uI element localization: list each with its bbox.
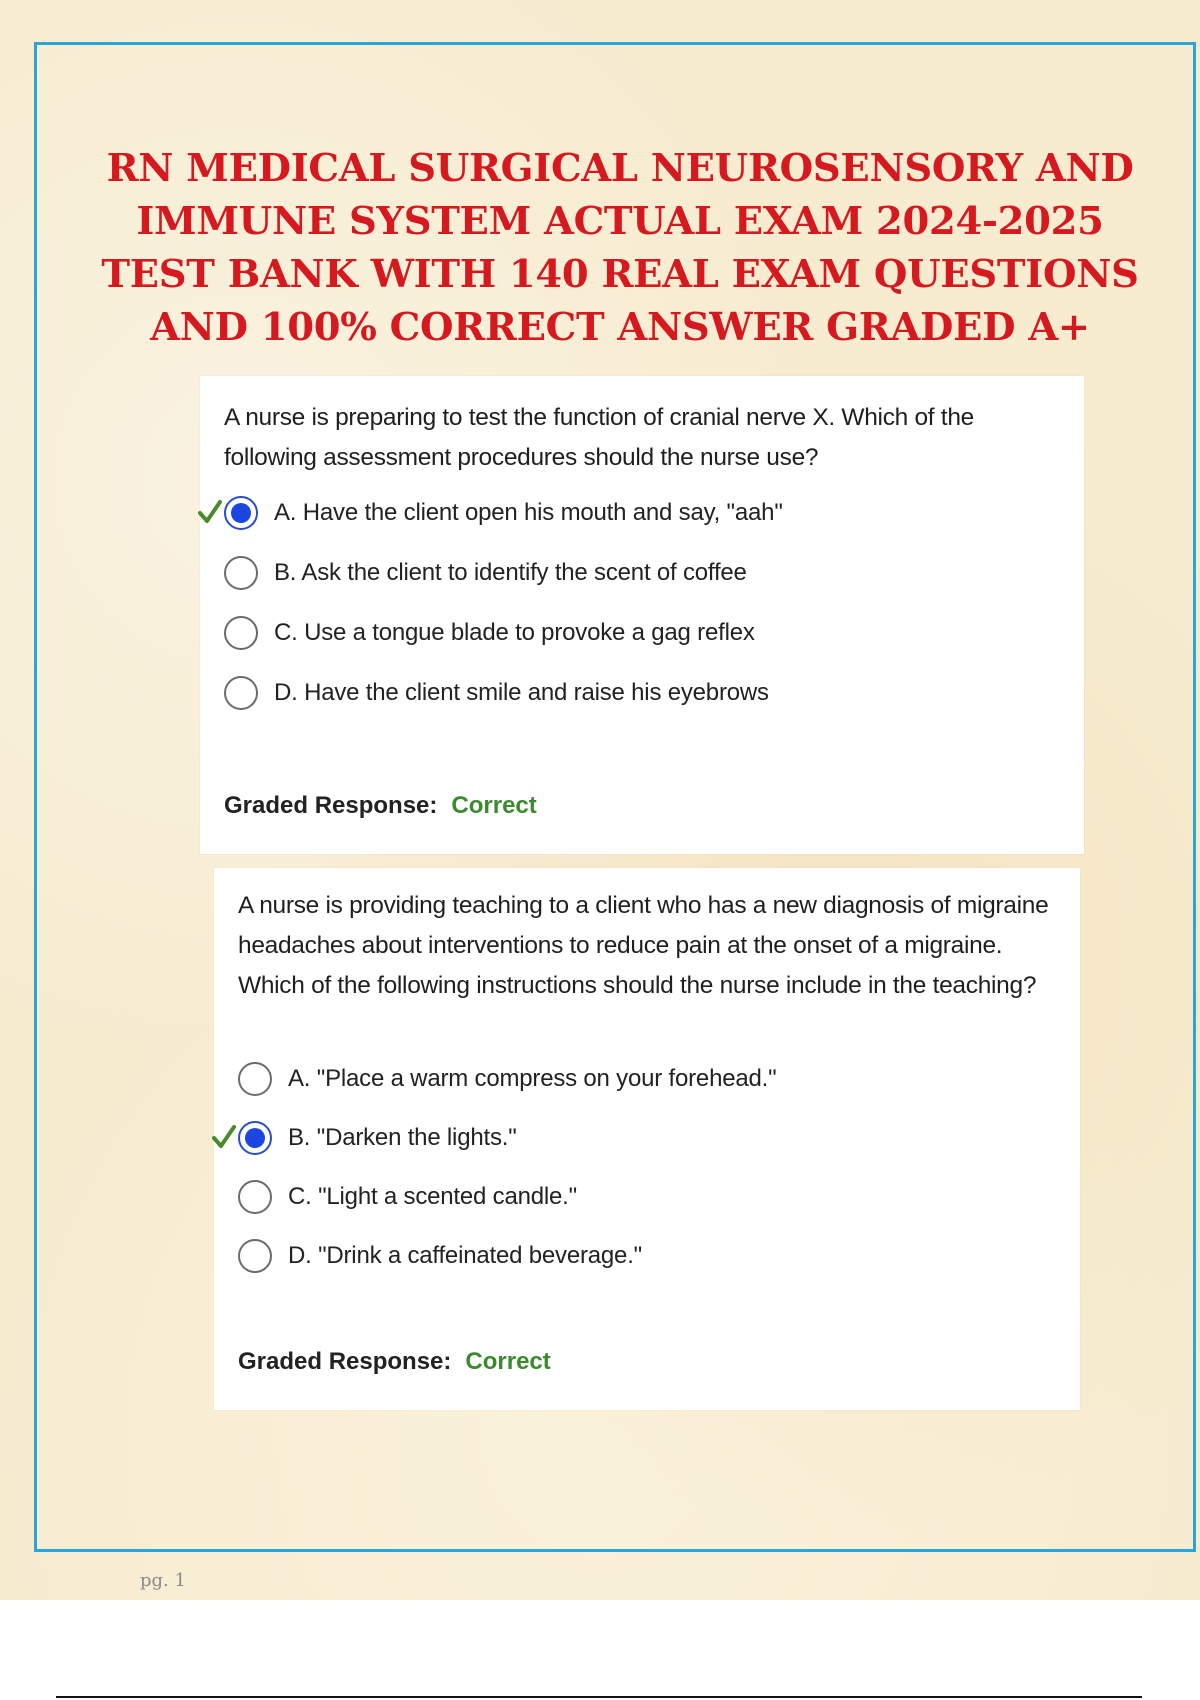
radio-button[interactable] xyxy=(238,1180,272,1214)
radio-button-selected[interactable] xyxy=(224,496,258,530)
graded-response-value: Correct xyxy=(451,792,537,819)
option-label: A. "Place a warm compress on your forehead." xyxy=(288,1065,777,1092)
checkmark-icon xyxy=(198,498,222,526)
graded-response xyxy=(238,1348,551,1376)
option-label: C. Use a tongue blade to provoke a gag reflex xyxy=(274,619,755,646)
graded-response-label: Graded Response: xyxy=(224,792,438,819)
option-label: B. Ask the client to identify the scent of coffee xyxy=(274,559,747,586)
page-number: pg. 1 xyxy=(140,1570,186,1591)
option-label: D. "Drink a caffeinated beverage." xyxy=(288,1242,642,1269)
document-title xyxy=(60,142,1180,354)
radio-button[interactable] xyxy=(238,1239,272,1273)
title-line: IMMUNE SYSTEM ACTUAL EXAM 2024-2025 xyxy=(136,199,1104,244)
question-card-1 xyxy=(200,376,1084,854)
title-line: TEST BANK WITH 140 REAL EXAM QUESTIONS xyxy=(101,252,1139,297)
radio-button[interactable] xyxy=(238,1062,272,1096)
radio-button[interactable] xyxy=(224,616,258,650)
radio-button[interactable] xyxy=(224,676,258,710)
graded-response-value: Correct xyxy=(465,1348,551,1375)
checkmark-icon xyxy=(212,1123,236,1151)
radio-button[interactable] xyxy=(224,556,258,590)
question-text: A nurse is preparing to test the function of cranial nerve X. Which of the following assessment procedures should the nurse use? xyxy=(224,404,974,471)
graded-response xyxy=(224,792,537,820)
title-line: AND 100% CORRECT ANSWER GRADED A+ xyxy=(150,305,1090,350)
question-text: A nurse is providing teaching to a client who has a new diagnosis of migraine headaches about interventions to reduce pain at the onset of a migraine. Which of the following instructions should the nurse include in the teaching? xyxy=(238,892,1049,999)
option-label: B. "Darken the lights." xyxy=(288,1124,517,1151)
option-label: C. "Light a scented candle." xyxy=(288,1183,577,1210)
option-label: A. Have the client open his mouth and say, "aah" xyxy=(274,499,783,526)
radio-button-selected[interactable] xyxy=(238,1121,272,1155)
bottom-divider xyxy=(56,1696,1142,1698)
question-card-2 xyxy=(214,868,1080,1410)
title-line: RN MEDICAL SURGICAL NEUROSENSORY AND xyxy=(106,146,1134,191)
graded-response-label: Graded Response: xyxy=(238,1348,452,1375)
option-label: D. Have the client smile and raise his eyebrows xyxy=(274,679,769,706)
